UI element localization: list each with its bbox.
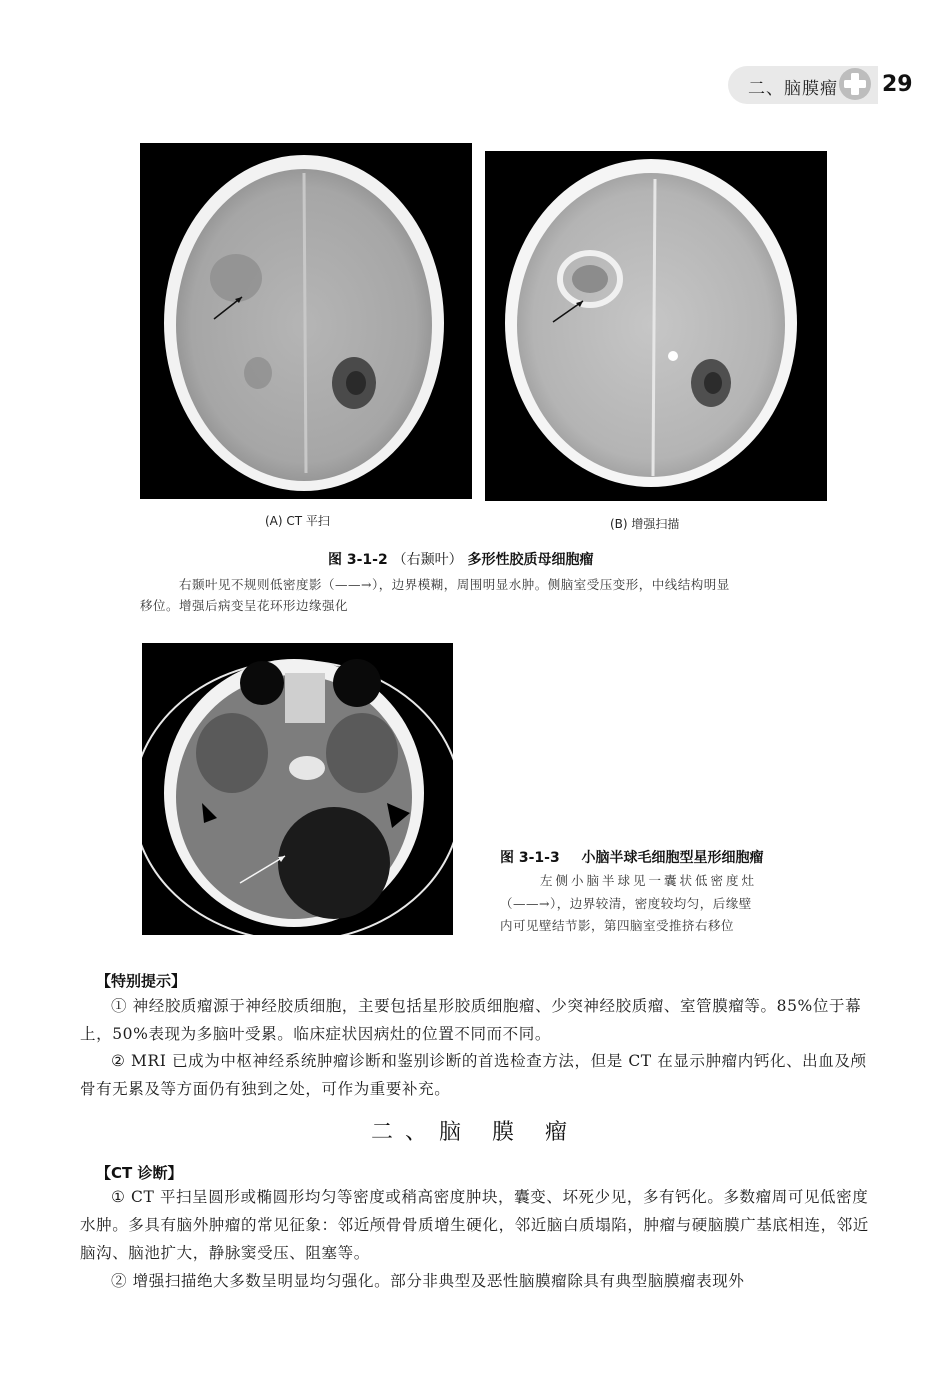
figure-location: （右颞叶） [392, 552, 463, 568]
paragraph: ② MRI 已成为中枢神经系统肿瘤诊断和鉴别诊断的首选检查方法，但是 CT 在显示肿瘤内钙化、出血及颅骨有无累及等方面仍有独到之处，可作为重要补充。 [80, 1052, 867, 1098]
medical-cross-icon [838, 67, 872, 101]
figure-title: 多形性胶质母细胞瘤 [467, 552, 594, 568]
page-number: 29 [882, 72, 913, 97]
ct-scan-plain [140, 143, 472, 499]
figure-description-line: （——→），边界较清，密度较均匀，后缘壁 [500, 896, 752, 911]
figure-number: 图 3-1-2 [328, 552, 388, 568]
ct-scan-enhanced [485, 151, 827, 501]
section-heading-special-tips: 【特别提示】 [96, 972, 187, 990]
figure-number: 图 3-1-3 [500, 850, 560, 866]
figure-caption-3-1-2 [328, 549, 593, 569]
panel-a-caption: (A) CT 平扫 [265, 514, 330, 528]
panel-b-caption: (B) 增强扫描 [610, 517, 680, 531]
section-title: 二、脑 膜 瘤 [371, 1120, 579, 1145]
paragraph: ① CT 平扫呈圆形或椭圆形均匀等密度或稍高密度肿块，囊变、坏死少见，多有钙化。多数瘤周可见低密度水肿。多具有脑外肿瘤的常见征象：邻近颅骨骨质增生硬化，邻近脑白质塌陷，肿瘤与硬脑膜广基底相连，邻近脑沟、脑池扩大，静脉窦受压、阻塞等。 [80, 1188, 869, 1262]
figure-caption-3-1-3 [500, 847, 763, 867]
chapter-title: 二、脑膜瘤 [748, 79, 838, 99]
ct-scan-cerebellum [142, 643, 453, 935]
paragraph: ① 神经胶质瘤源于神经胶质细胞，主要包括星形胶质细胞瘤、少突神经胶质瘤、室管膜瘤等。85%位于幕上，50%表现为多脑叶受累。临床症状因病灶的位置不同而不同。 [80, 997, 862, 1043]
figure-description-line: 移位。增强后病变呈花环形边缘强化 [140, 598, 349, 613]
figure-title: 小脑半球毛细胞型星形细胞瘤 [581, 850, 764, 866]
section-heading-ct-diagnosis: 【CT 诊断】 [96, 1164, 183, 1182]
figure-description-line: 右颞叶见不规则低密度影（——→），边界模糊，周围明显水肿。侧脑室受压变形，中线结构明显 [179, 577, 730, 592]
paragraph: ② 增强扫描绝大多数呈明显均匀强化。部分非典型及恶性脑膜瘤除具有典型脑膜瘤表现外 [111, 1272, 745, 1290]
figure-description-line: 内可见壁结节影，第四脑室受推挤右移位 [500, 918, 735, 933]
figure-description-line: 左侧小脑半球见一囊状低密度灶 [540, 873, 758, 888]
